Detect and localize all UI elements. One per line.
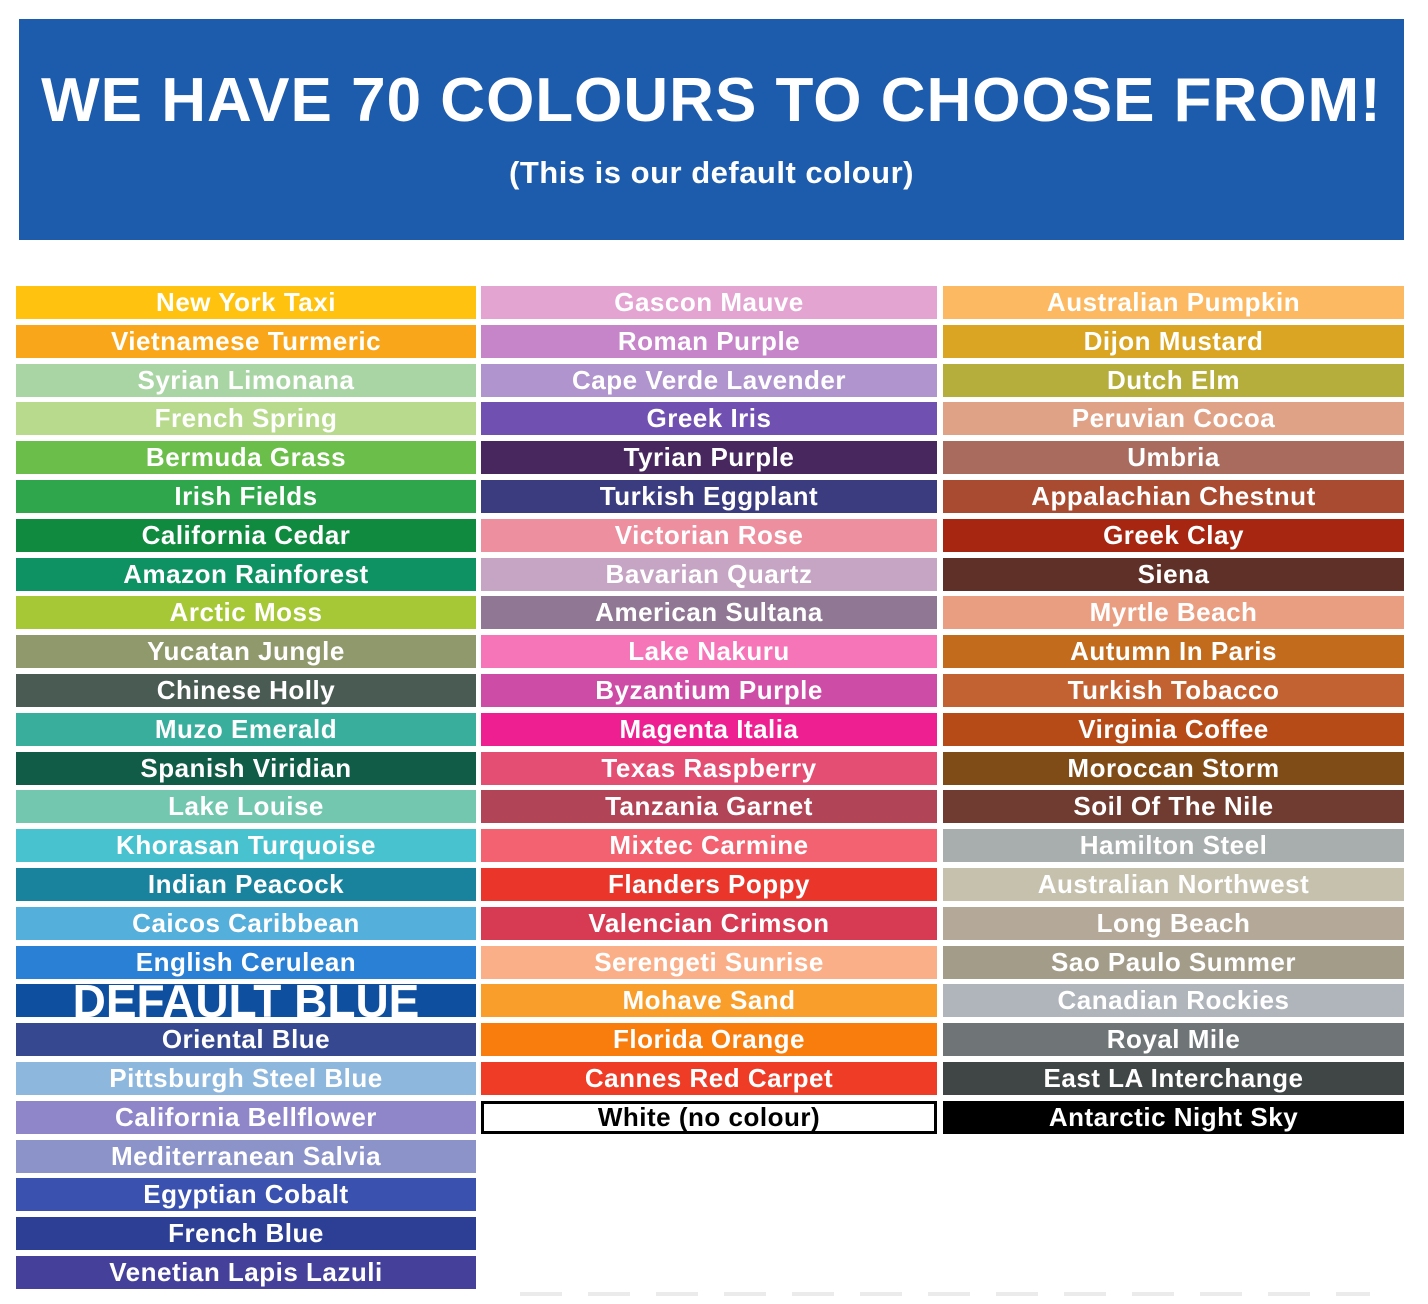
colour-label: Egyptian Cobalt xyxy=(143,1179,349,1209)
colour-label: Royal Mile xyxy=(1106,1024,1241,1054)
colour-swatch-appalachian-chestnut[interactable] xyxy=(943,480,1404,513)
colour-label: Appalachian Chestnut xyxy=(1031,481,1316,511)
colour-label: Autumn In Paris xyxy=(1070,636,1277,666)
colour-label: Canadian Rockies xyxy=(1057,985,1290,1015)
colour-label: Australian Northwest xyxy=(1037,869,1310,899)
colour-swatch-muzo-emerald[interactable] xyxy=(16,713,476,746)
colour-label: Gascon Mauve xyxy=(614,287,804,317)
colour-label: Greek Iris xyxy=(646,403,772,433)
colour-swatch-chinese-holly[interactable] xyxy=(16,674,476,707)
colour-swatch-gascon-mauve[interactable] xyxy=(481,286,937,319)
colour-swatch-texas-raspberry[interactable] xyxy=(481,752,937,785)
colour-swatch-autumn-in-paris[interactable] xyxy=(943,635,1404,668)
colour-label: Virginia Coffee xyxy=(1078,714,1269,744)
colour-swatch-magenta-italia[interactable] xyxy=(481,713,937,746)
colour-swatch-myrtle-beach[interactable] xyxy=(943,596,1404,629)
colour-label: White (no colour) xyxy=(597,1102,821,1132)
colour-label: Sao Paulo Summer xyxy=(1051,947,1296,977)
colour-swatch-australian-pumpkin[interactable] xyxy=(943,286,1404,319)
colour-swatch-dijon-mustard[interactable] xyxy=(943,325,1404,358)
colour-label: Valencian Crimson xyxy=(588,908,830,938)
colour-label: Lake Nakuru xyxy=(628,636,790,666)
default-colour-caption: (This is our default colour) xyxy=(509,155,914,191)
colour-swatch-french-blue[interactable] xyxy=(16,1217,476,1250)
colour-swatch-lake-louise[interactable] xyxy=(16,790,476,823)
colour-swatch-virginia-coffee[interactable] xyxy=(943,713,1404,746)
colour-label: Turkish Tobacco xyxy=(1067,675,1280,705)
colour-label: Australian Pumpkin xyxy=(1046,287,1301,317)
colour-label: Myrtle Beach xyxy=(1089,597,1258,627)
colour-label: Irish Fields xyxy=(174,481,318,511)
colour-label: Mediterranean Salvia xyxy=(110,1141,382,1171)
colour-swatch-caicos-caribbean[interactable] xyxy=(16,907,476,940)
colour-swatch-siena[interactable] xyxy=(943,558,1404,591)
colour-label: DEFAULT BLUE xyxy=(72,974,420,1027)
cropped-text-artifact xyxy=(520,1292,1370,1296)
swatch-column-middle xyxy=(481,286,937,1296)
colour-label: California Bellflower xyxy=(115,1102,377,1132)
colour-label: French Spring xyxy=(154,403,338,433)
colour-swatch-byzantium-purple[interactable] xyxy=(481,674,937,707)
colour-swatch-lake-nakuru[interactable] xyxy=(481,635,937,668)
colour-swatch-california-bellflower[interactable] xyxy=(16,1101,476,1134)
colour-swatch-hamilton-steel[interactable] xyxy=(943,829,1404,862)
colour-label: Byzantium Purple xyxy=(595,675,823,705)
colour-swatch-pittsburgh-steel-blue[interactable] xyxy=(16,1062,476,1095)
colour-label: American Sultana xyxy=(595,597,823,627)
colour-label: English Cerulean xyxy=(135,947,357,977)
colour-swatch-canadian-rockies[interactable] xyxy=(943,984,1404,1017)
colour-swatch-australian-northwest[interactable] xyxy=(943,868,1404,901)
colour-label: Cannes Red Carpet xyxy=(584,1063,834,1093)
colour-swatch-new-york-taxi[interactable] xyxy=(16,286,476,319)
colour-label: Yucatan Jungle xyxy=(147,636,345,666)
colour-label: Bermuda Grass xyxy=(145,442,347,472)
colour-label: Greek Clay xyxy=(1103,520,1244,550)
page-title: WE HAVE 70 COLOURS TO CHOOSE FROM! xyxy=(41,65,1382,135)
colour-swatch-bavarian-quartz[interactable] xyxy=(481,558,937,591)
colour-swatch-victorian-rose[interactable] xyxy=(481,519,937,552)
colour-swatch-french-spring[interactable] xyxy=(16,402,476,435)
colour-swatch-arctic-moss[interactable] xyxy=(16,596,476,629)
swatch-column-left xyxy=(16,286,476,1296)
colour-label: Pittsburgh Steel Blue xyxy=(109,1063,383,1093)
colour-swatch-umbria[interactable] xyxy=(943,441,1404,474)
colour-swatch-syrian-limonana[interactable] xyxy=(16,364,476,397)
colour-swatch-spanish-viridian[interactable] xyxy=(16,752,476,785)
colour-label: Umbria xyxy=(1127,442,1220,472)
colour-label: Dijon Mustard xyxy=(1083,326,1264,356)
colour-swatch-tyrian-purple[interactable] xyxy=(481,441,937,474)
colour-label: Venetian Lapis Lazuli xyxy=(109,1257,383,1287)
colour-swatch-mixtec-carmine[interactable] xyxy=(481,829,937,862)
colour-label: Roman Purple xyxy=(617,326,801,356)
colour-swatch-white-no-colour[interactable] xyxy=(481,1101,937,1134)
colour-swatch-indian-peacock[interactable] xyxy=(16,868,476,901)
colour-label: Syrian Limonana xyxy=(137,365,355,395)
colour-swatch-florida-orange[interactable] xyxy=(481,1023,937,1056)
colour-swatch-moroccan-storm[interactable] xyxy=(943,752,1404,785)
colour-swatch-cape-verde-lavender[interactable] xyxy=(481,364,937,397)
colour-label: Tyrian Purple xyxy=(623,442,795,472)
colour-swatch-egyptian-cobalt[interactable] xyxy=(16,1178,476,1211)
swatch-column-right xyxy=(943,286,1404,1296)
colour-swatch-soil-of-the-nile[interactable] xyxy=(943,790,1404,823)
colour-swatch-bermuda-grass[interactable] xyxy=(16,441,476,474)
colour-swatch-irish-fields[interactable] xyxy=(16,480,476,513)
colour-swatch-turkish-eggplant[interactable] xyxy=(481,480,937,513)
colour-label: Tanzania Garnet xyxy=(605,791,813,821)
colour-swatch-california-cedar[interactable] xyxy=(16,519,476,552)
colour-swatch-khorasan-turquoise[interactable] xyxy=(16,829,476,862)
colour-label: Siena xyxy=(1137,559,1210,589)
colour-label: Chinese Holly xyxy=(156,675,336,705)
colour-swatch-east-la-interchange[interactable] xyxy=(943,1062,1404,1095)
colour-label: Khorasan Turquoise xyxy=(116,830,376,860)
colour-label: Hamilton Steel xyxy=(1079,830,1268,860)
colour-label: Peruvian Cocoa xyxy=(1071,403,1276,433)
colour-label: Serengeti Sunrise xyxy=(594,947,824,977)
colour-swatch-peruvian-cocoa[interactable] xyxy=(943,402,1404,435)
colour-label: Texas Raspberry xyxy=(601,753,817,783)
colour-swatch-greek-clay[interactable] xyxy=(943,519,1404,552)
colour-label: Soil Of The Nile xyxy=(1073,791,1274,821)
header-banner xyxy=(19,19,1404,240)
colour-swatch-american-sultana[interactable] xyxy=(481,596,937,629)
colour-swatch-antarctic-night-sky[interactable] xyxy=(943,1101,1404,1134)
colour-swatch-flanders-poppy[interactable] xyxy=(481,868,937,901)
colour-label: Muzo Emerald xyxy=(154,714,338,744)
colour-label: Bavarian Quartz xyxy=(605,559,813,589)
colour-label: Magenta Italia xyxy=(619,714,799,744)
colour-label: California Cedar xyxy=(141,520,351,550)
colour-label: New York Taxi xyxy=(156,287,336,317)
colour-swatch-serengeti-sunrise[interactable] xyxy=(481,946,937,979)
colour-swatch-tanzania-garnet[interactable] xyxy=(481,790,937,823)
colour-swatch-venetian-lapis-lazuli[interactable] xyxy=(16,1256,476,1289)
colour-label: Spanish Viridian xyxy=(140,753,352,783)
colour-label: Antarctic Night Sky xyxy=(1048,1102,1299,1132)
colour-swatch-amazon-rainforest[interactable] xyxy=(16,558,476,591)
colour-label: Dutch Elm xyxy=(1106,365,1241,395)
colour-swatch-oriental-blue[interactable] xyxy=(16,1023,476,1056)
colour-swatch-mohave-sand[interactable] xyxy=(481,984,937,1017)
colour-label: Caicos Caribbean xyxy=(132,908,360,938)
colour-swatch-default-blue[interactable] xyxy=(16,974,476,1027)
colour-swatch-greek-iris[interactable] xyxy=(481,402,937,435)
colour-label: Oriental Blue xyxy=(161,1024,331,1054)
colour-label: French Blue xyxy=(168,1218,324,1248)
colour-label: East LA Interchange xyxy=(1043,1063,1304,1093)
colour-label: Vietnamese Turmeric xyxy=(110,326,382,356)
colour-swatch-vietnamese-turmeric[interactable] xyxy=(16,325,476,358)
colour-swatch-cannes-red-carpet[interactable] xyxy=(481,1062,937,1095)
colour-swatch-royal-mile[interactable] xyxy=(943,1023,1404,1056)
colour-label: Cape Verde Lavender xyxy=(572,365,846,395)
colour-label: Moroccan Storm xyxy=(1067,753,1280,783)
colour-swatch-turkish-tobacco[interactable] xyxy=(943,674,1404,707)
colour-label: Turkish Eggplant xyxy=(599,481,819,511)
colour-label: Florida Orange xyxy=(613,1024,805,1054)
colour-label: Lake Louise xyxy=(168,791,324,821)
colour-label: Flanders Poppy xyxy=(607,869,811,899)
colour-swatch-dutch-elm[interactable] xyxy=(943,364,1404,397)
colour-label: Victorian Rose xyxy=(614,520,804,550)
colour-swatch-sao-paulo-summer[interactable] xyxy=(943,946,1404,979)
colour-swatch-mediterranean-salvia[interactable] xyxy=(16,1140,476,1173)
colour-swatch-yucatan-jungle[interactable] xyxy=(16,635,476,668)
colour-swatch-roman-purple[interactable] xyxy=(481,325,937,358)
colour-swatch-long-beach[interactable] xyxy=(943,907,1404,940)
colour-label: Mixtec Carmine xyxy=(609,830,809,860)
colour-label: Long Beach xyxy=(1096,908,1251,938)
colour-label: Mohave Sand xyxy=(622,985,796,1015)
colour-label: Indian Peacock xyxy=(147,869,345,899)
colour-label: Amazon Rainforest xyxy=(123,559,369,589)
colour-swatch-valencian-crimson[interactable] xyxy=(481,907,937,940)
colour-label: Arctic Moss xyxy=(169,597,323,627)
